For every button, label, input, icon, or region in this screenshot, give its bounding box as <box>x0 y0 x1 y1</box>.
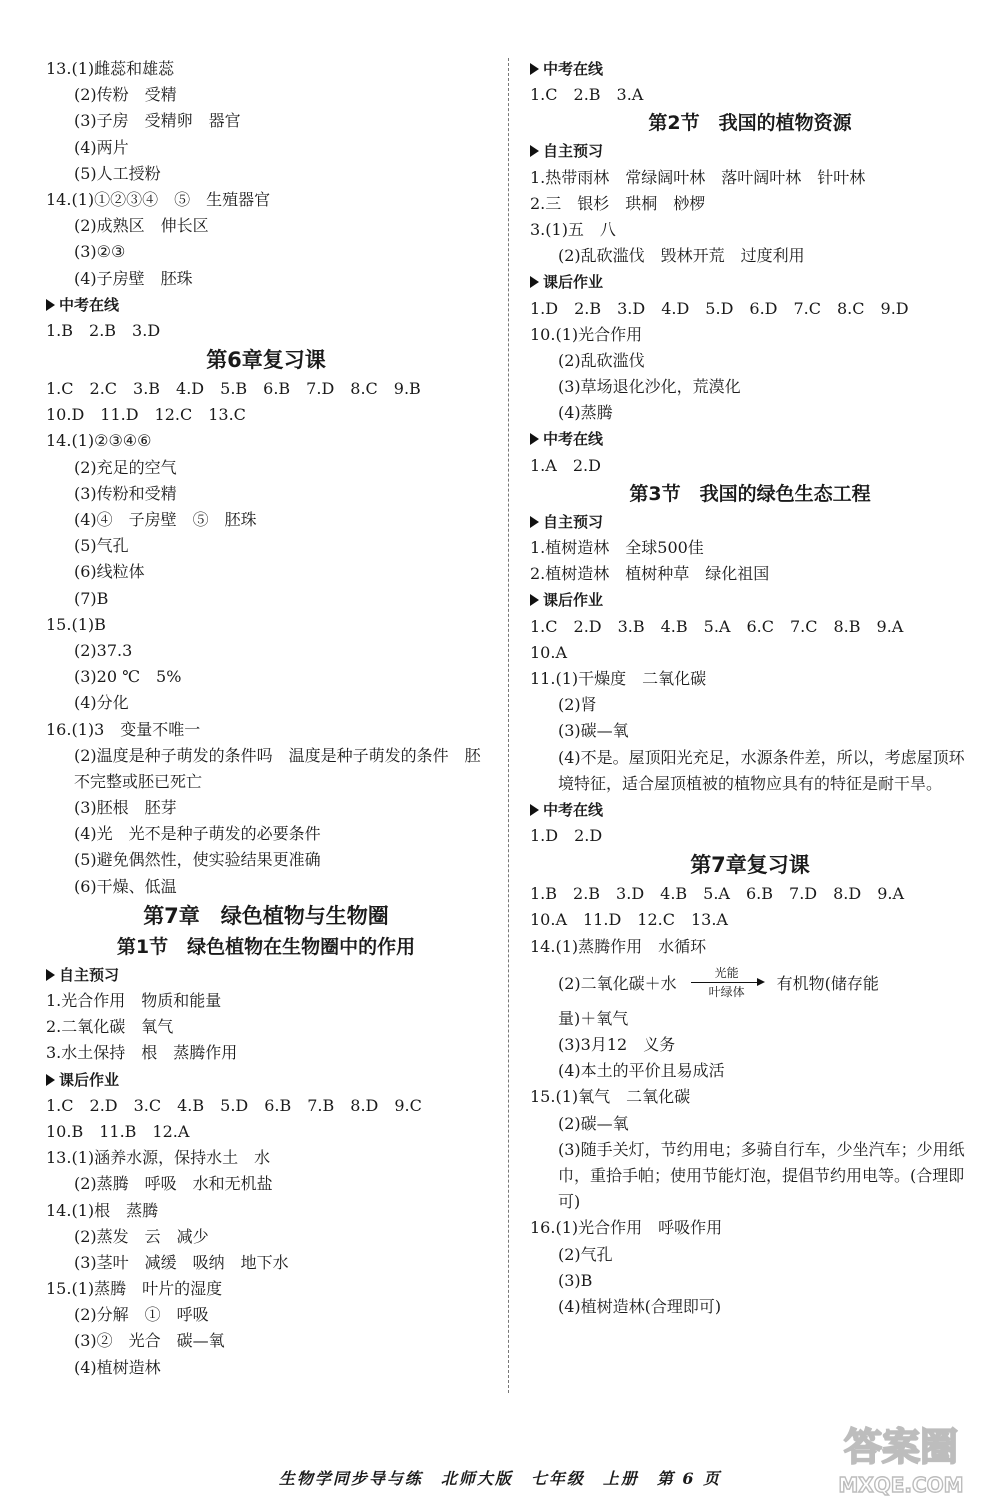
answer-line: 14.(1)②③④⑥ <box>46 431 152 451</box>
answer-line: (6)干燥、低温 <box>74 876 177 896</box>
answers-block-s3-preview <box>530 535 970 587</box>
answer-line: 1.C 2.D 3.B 4.B 5.A 6.C 7.C 8.B 9.A <box>530 616 904 636</box>
answers-block-ch6-section <box>46 56 486 292</box>
answer-line: 1.C 2.D 3.C 4.B 5.D 6.B 7.B 8.D 9.C <box>46 1095 422 1115</box>
section-label-exam-online: 中考在线 <box>530 797 970 823</box>
chapter-7-heading: 第7章 绿色植物与生物圈 <box>143 903 389 928</box>
answers-block-ch7-review-cont <box>530 1006 970 1320</box>
chapter-6-review-heading: 第6章复习课 <box>206 348 326 373</box>
answer-line: (2)传粉 受精 <box>74 85 177 105</box>
section-label-preview: 自主预习 <box>530 138 970 164</box>
answer-line: (3)草场退化沙化，荒漠化 <box>558 377 741 397</box>
answer-line: (3)20 ℃ 5% <box>74 667 182 687</box>
answer-line: 14.(1)蒸腾作用 水循环 <box>530 936 707 956</box>
answer-line: 1.光合作用 物质和能量 <box>46 991 222 1011</box>
answer-line: 3.水土保持 根 蒸腾作用 <box>46 1043 238 1063</box>
answer-line: (2)气孔 <box>558 1244 613 1264</box>
answer-line: 1.D 2.D <box>530 826 603 846</box>
watermark-logo <box>816 1412 986 1502</box>
section-label-preview: 自主预习 <box>46 962 486 988</box>
answer-line: (4)子房壁 胚珠 <box>74 268 193 288</box>
answer-line: 16.(1)光合作用 呼吸作用 <box>530 1218 723 1238</box>
section-label-homework: 课后作业 <box>530 269 970 295</box>
answer-line: (4)植树造林 <box>74 1357 161 1377</box>
answer-line: 15.(1)蒸腾 叶片的湿度 <box>46 1279 223 1299</box>
answer-line: 1.热带雨林 常绿阔叶林 落叶阔叶林 针叶林 <box>530 167 866 187</box>
answer-line: 16.(1)3 变量不唯一 <box>46 719 201 739</box>
photosynthesis-equation <box>530 960 970 1006</box>
reaction-arrow <box>691 966 763 999</box>
answer-line: (2)成熟区 伸长区 <box>74 216 209 236</box>
answer-line: (5)气孔 <box>74 536 129 556</box>
section-2-heading: 第2节 我国的植物资源 <box>648 112 852 135</box>
answer-line: 10.(1)光合作用 <box>530 324 643 344</box>
answer-line: (3)随手关灯，节约用电；多骑自行车，少坐汽车；少用纸巾，重拾手帕；使用节能灯泡，提倡节约用电等。(合理即可) <box>558 1139 965 1212</box>
answers-block-homework <box>46 1093 486 1381</box>
answer-line: (3)B <box>558 1270 593 1290</box>
answer-line: (4)本土的平价且易成活 <box>558 1061 725 1081</box>
answer-line: 1.C 2.C 3.B 4.D 5.B 6.B 7.D 8.C 9.B <box>46 379 421 399</box>
section-label-exam-online: 中考在线 <box>530 56 970 82</box>
section-label-preview: 自主预习 <box>530 509 970 535</box>
answer-line: (3)碳—氧 <box>558 721 629 741</box>
answer-line: (4)光 光不是种子萌发的必要条件 <box>74 824 321 844</box>
section-label-homework: 课后作业 <box>530 587 970 613</box>
answer-line: 10.D 11.D 12.C 13.C <box>46 405 246 425</box>
section-3-heading: 第3节 我国的绿色生态工程 <box>629 482 871 505</box>
equation-right: 有机物(储存能 <box>776 974 879 994</box>
answer-line: 13.(1)涵养水源，保持水土 水 <box>46 1148 271 1168</box>
triangle-bullet-icon <box>530 63 539 75</box>
answer-line: 3.(1)五 八 <box>530 219 616 239</box>
answer-line: (2)蒸腾 呼吸 水和无机盐 <box>74 1174 273 1194</box>
answer-line: (2)充足的空气 <box>74 457 177 477</box>
answers-block-ch7-review <box>530 881 970 960</box>
answer-line: (3)② 光合 碳—氧 <box>74 1331 225 1351</box>
arrow-icon <box>691 982 763 983</box>
answer-line: 15.(1)B <box>46 614 106 634</box>
answer-line: (2)蒸发 云 减少 <box>74 1226 209 1246</box>
answer-line: 2.植树造林 植树种草 绿化祖国 <box>530 564 770 584</box>
answers-block-s2-homework <box>530 296 970 427</box>
section-label-homework: 课后作业 <box>46 1067 486 1093</box>
answer-line: (7)B <box>74 588 109 608</box>
section-label-exam-online: 中考在线 <box>530 426 970 452</box>
triangle-bullet-icon <box>530 433 539 445</box>
equation-left: (2)二氧化碳＋水 <box>558 974 677 994</box>
answer-line: (3)②③ <box>74 242 126 262</box>
left-column <box>46 56 486 1381</box>
answer-line: 13.(1)雌蕊和雄蕊 <box>46 59 175 78</box>
answers-block-s3-homework <box>530 614 970 797</box>
answer-line: 14.(1)根 蒸腾 <box>46 1200 159 1220</box>
arrow-bottom-label: 叶绿体 <box>708 985 745 1000</box>
answers-block-ch6-review <box>46 376 486 900</box>
answer-line: (2)分解 ① 呼吸 <box>74 1305 209 1325</box>
triangle-bullet-icon <box>46 1074 55 1086</box>
answer-line: (2)肾 <box>558 695 597 715</box>
answer-line: (4)两片 <box>74 137 129 157</box>
answer-line: (2)乱砍滥伐 毁林开荒 过度利用 <box>558 246 805 266</box>
triangle-bullet-icon <box>530 516 539 528</box>
triangle-bullet-icon <box>530 145 539 157</box>
answer-line: (2)37.3 <box>74 640 133 660</box>
answers-block-s2-preview <box>530 165 970 270</box>
answer-line: (3)传粉和受精 <box>74 483 177 503</box>
answer-line: 量)＋氧气 <box>558 1008 629 1028</box>
chapter-7-review-heading: 第7章复习课 <box>690 853 810 878</box>
answer-line: 1.C 2.B 3.A <box>530 85 644 105</box>
answers-block-preview <box>46 988 486 1067</box>
triangle-bullet-icon <box>530 594 539 606</box>
page-footer: 生物学同步导与练 北师大版 七年级 上册 第 6 页 <box>278 1469 722 1488</box>
answer-line: (5)人工授粉 <box>74 163 161 183</box>
right-column <box>530 56 970 1320</box>
answer-line: 1.B 2.B 3.D 4.B 5.A 6.B 7.D 8.D 9.A <box>530 884 905 904</box>
watermark-logo-text: 答案圈 <box>843 1425 959 1469</box>
answer-line: 2.三 银杉 珙桐 桫椤 <box>530 193 706 213</box>
answer-line: (4)蒸腾 <box>558 403 613 423</box>
answer-line: 1.B 2.B 3.D <box>46 320 161 340</box>
answer-line: 10.B 11.B 12.A <box>46 1121 190 1141</box>
answer-line: 15.(1)氧气 二氧化碳 <box>530 1087 691 1107</box>
answer-line: (3)胚根 胚芽 <box>74 798 177 818</box>
answer-line: (2)碳—氧 <box>558 1113 629 1133</box>
column-divider <box>508 58 509 1393</box>
arrow-top-label: 光能 <box>714 966 739 981</box>
answer-line: 1.D 2.B 3.D 4.D 5.D 6.D 7.C 8.C 9.D <box>530 298 909 318</box>
answer-line: (6)线粒体 <box>74 562 145 582</box>
section-1-heading: 第1节 绿色植物在生物圈中的作用 <box>116 935 416 958</box>
answer-line: 1.植树造林 全球500佳 <box>530 538 704 557</box>
answer-line: (2)乱砍滥伐 <box>558 350 645 370</box>
answer-line: 11.(1)干燥度 二氧化碳 <box>530 668 707 688</box>
answer-line: (3)3月12 义务 <box>558 1035 676 1055</box>
answer-line: (3)茎叶 减缓 吸纳 地下水 <box>74 1252 289 1272</box>
triangle-bullet-icon <box>46 299 55 311</box>
answer-line: (2)温度是种子萌发的条件吗 温度是种子萌发的条件 胚不完整或胚已死亡 <box>74 745 481 791</box>
answer-line: 10.A 11.D 12.C 13.A <box>530 910 728 930</box>
triangle-bullet-icon <box>530 804 539 816</box>
watermark-url-text: MXQE.COM <box>838 1473 964 1497</box>
triangle-bullet-icon <box>530 276 539 288</box>
answer-line: (4)④ 子房壁 ⑤ 胚珠 <box>74 510 257 529</box>
answer-line: (5)避免偶然性，使实验结果更准确 <box>74 850 321 870</box>
answer-line: 2.二氧化碳 氧气 <box>46 1017 174 1037</box>
answer-line: 14.(1)①②③④ ⑤ 生殖器官 <box>46 189 271 209</box>
section-label-exam-online: 中考在线 <box>46 292 486 318</box>
answer-line: 1.A 2.D <box>530 455 601 475</box>
triangle-bullet-icon <box>46 969 55 981</box>
answer-line: 10.A <box>530 642 567 662</box>
answer-line: (4)植树造林(合理即可) <box>558 1296 722 1316</box>
answer-line: (4)不是。屋顶阳光充足，水源条件差，所以，考虑屋顶环境特征，适合屋顶植被的植物应具有的特征是耐干旱。 <box>558 747 965 793</box>
answer-line: (4)分化 <box>74 693 129 713</box>
answer-line: (3)子房 受精卵 器官 <box>74 111 241 131</box>
